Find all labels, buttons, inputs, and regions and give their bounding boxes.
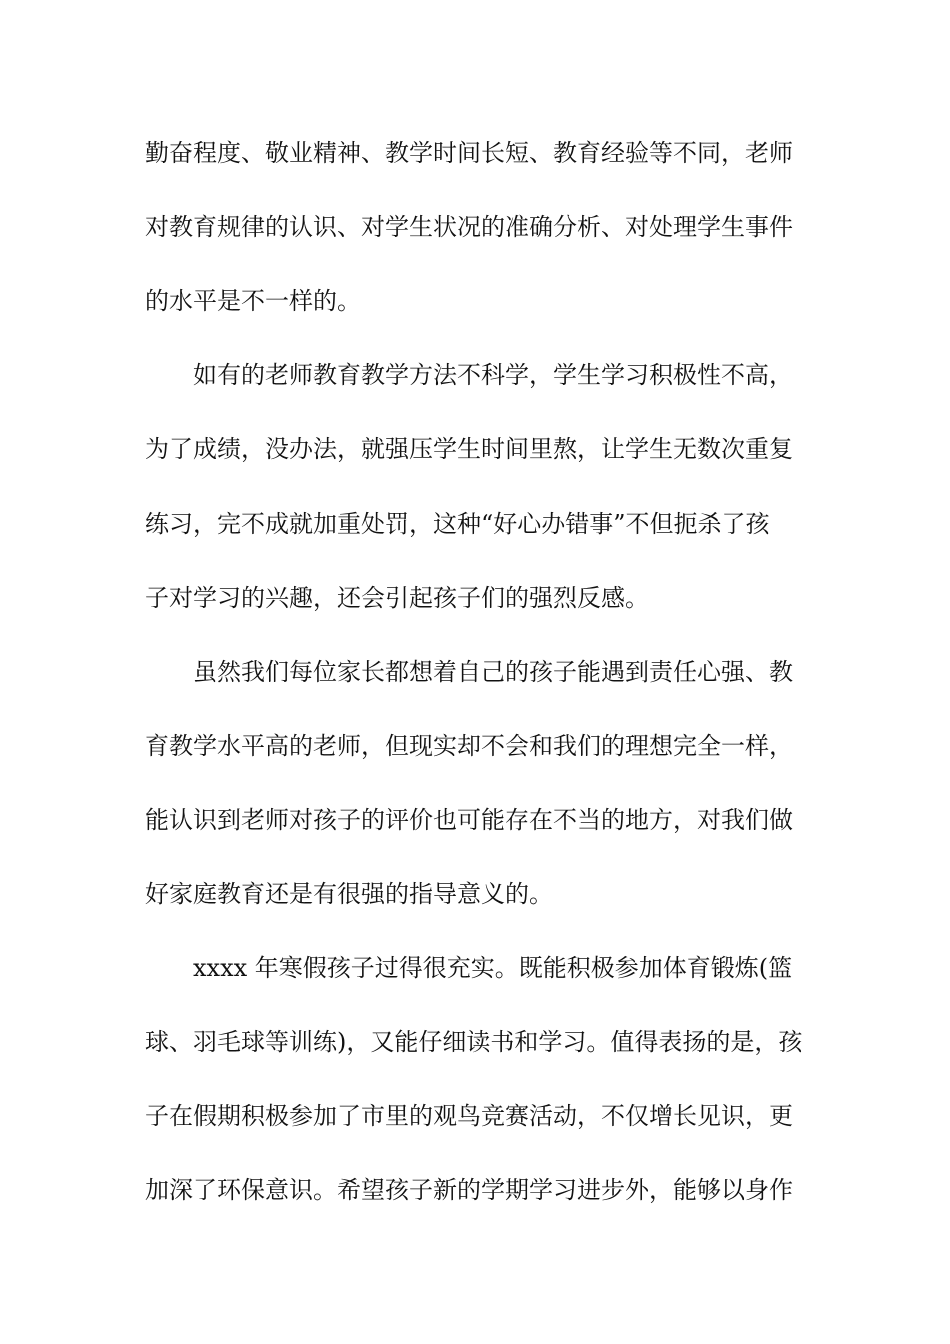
text-line: 子对学习的兴趣，还会引起孩子们的强烈反感。 xyxy=(145,584,649,612)
paragraph-first-line: 如有的老师教育教学方法不科学，学生学习积极性不高， xyxy=(193,361,793,389)
text-line: 球、羽毛球等训练)，又能仔细读书和学习。值得表扬的是，孩 xyxy=(145,1028,803,1056)
text-line: 育教学水平高的老师，但现实却不会和我们的理想完全一样， xyxy=(145,732,793,760)
text-line: 的水平是不一样的。 xyxy=(145,287,361,315)
text-line: 加深了环保意识。希望孩子新的学期学习进步外，能够以身作 xyxy=(145,1176,793,1204)
paragraph-first-line: xxxx 年寒假孩子过得很充实。既能积极参加体育锻炼(篮 xyxy=(193,954,793,982)
text-line: 为了成绩，没办法，就强压学生时间里熬，让学生无数次重复 xyxy=(145,435,793,463)
text-line: 子在假期积极参加了市里的观鸟竞赛活动，不仅增长见识，更 xyxy=(145,1102,793,1130)
text-line: 能认识到老师对孩子的评价也可能存在不当的地方，对我们做 xyxy=(145,806,793,834)
text-line: 对教育规律的认识、对学生状况的准确分析、对处理学生事件 xyxy=(145,213,793,241)
text-line: 练习，完不成就加重处罚，这种“好心办错事”不但扼杀了孩 xyxy=(145,510,770,538)
paragraph-first-line: 虽然我们每位家长都想着自己的孩子能遇到责任心强、教 xyxy=(193,658,793,686)
text-line: 勤奋程度、敬业精神、教学时间长短、教育经验等不同，老师 xyxy=(145,139,793,167)
text-line: 好家庭教育还是有很强的指导意义的。 xyxy=(145,880,553,908)
